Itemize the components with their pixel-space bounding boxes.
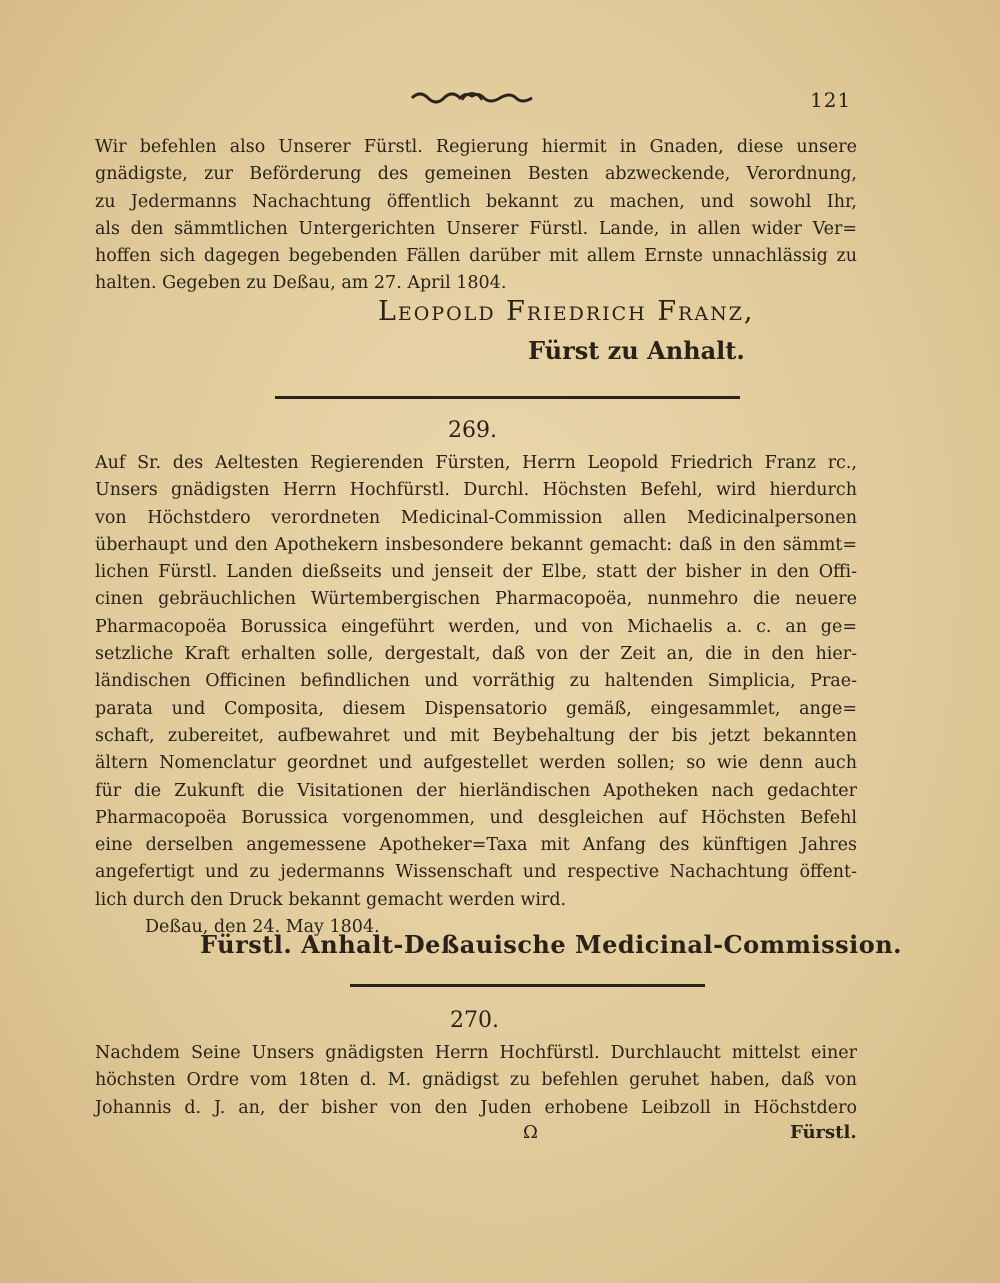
- text-line: setzliche Kraft erhalten solle, dergestalt, daß von der Zeit an, die in den hier-: [95, 644, 857, 665]
- signature-name: Leopold Friedrich Franz,: [378, 296, 755, 327]
- text-line: lichen Fürstl. Landen dießseits und jenseit der Elbe, statt der bisher in den Offi-: [95, 562, 857, 583]
- text-line: Nachdem Seine Unsers gnädigsten Herrn Hochfürstl. Durchlaucht mittelst einer: [95, 1043, 857, 1063]
- signature-mark: Ω: [523, 1122, 538, 1143]
- text-line: halten. Gegeben zu Deßau, am 27. April 1804.: [95, 273, 507, 294]
- text-line: ältern Nomenclatur geordnet und aufgestellet werden sollen; so wie denn auch: [95, 753, 857, 774]
- catchword: Fürstl.: [790, 1122, 857, 1143]
- text-line: hoffen sich dagegen begebenden Fällen darüber mit allem Ernste unnachlässig zu: [95, 246, 857, 267]
- section-divider: [275, 396, 740, 399]
- decree-end-paragraph: [95, 134, 857, 298]
- text-line: gnädigste, zur Beförderung des gemeinen Besten abzweckende, Verordnung,: [95, 164, 857, 185]
- text-line: Pharmacopoëa Borussica eingeführt werden, und von Michaelis a. c. an ge=: [95, 616, 857, 637]
- text-line: angefertigt und zu jedermanns Wissenschaft und respective Nachachtung öffent-: [95, 862, 857, 883]
- text-line: Auf Sr. des Aeltesten Regierenden Fürsten, Herrn Leopold Friedrich Franz rc.,: [95, 453, 857, 473]
- text-line: parata und Composita, diesem Dispensatorio gemäß, eingesammlet, ange=: [95, 698, 857, 719]
- section-divider: [350, 984, 705, 987]
- commission-signature: Fürstl. Anhalt-Deßauische Medicinal-Commission.: [200, 930, 903, 959]
- section-number-269: 269.: [448, 418, 497, 443]
- text-line: Wir befehlen also Unserer Fürstl. Regierung hiermit in Gnaden, diese unsere: [95, 137, 857, 157]
- page-number: 121: [810, 88, 852, 112]
- section-number-270: 270.: [450, 1008, 499, 1033]
- text-line: höchsten Ordre vom 18ten d. M. gnädigst zu befehlen geruhet haben, daß von: [95, 1070, 857, 1091]
- text-line: überhaupt und den Apothekern insbesondere bekannt gemacht: daß in den sämmt=: [95, 534, 857, 555]
- header-ornament: [410, 88, 535, 104]
- text-line: für die Zukunft die Visitationen der hierländischen Apotheken nach gedachter: [95, 780, 857, 801]
- text-line: eine derselben angemessene Apotheker=Taxa mit Anfang des künftigen Jahres: [95, 835, 857, 856]
- text-line: als den sämmtlichen Untergerichten Unserer Fürstl. Lande, in allen wider Ver=: [95, 218, 857, 239]
- text-line: Unsers gnädigsten Herrn Hochfürstl. Durchl. Höchsten Befehl, wird hierdurch: [95, 480, 857, 501]
- text-line: ländischen Officinen befindlichen und vorräthig zu haltenden Simplicia, Prae-: [95, 671, 857, 692]
- text-line: zu Jedermanns Nachachtung öffentlich bekannt zu machen, und sowohl Ihr,: [95, 191, 857, 212]
- text-line: cinen gebräuchlichen Würtembergischen Pharmacopoëa, nunmehro die neuere: [95, 589, 857, 610]
- date-line: Deßau, den 24. May 1804.: [145, 917, 380, 938]
- text-line: Pharmacopoëa Borussica vorgenommen, und desgleichen auf Höchsten Befehl: [95, 807, 857, 828]
- text-line: schaft, zubereitet, aufbewahret und mit Beybehaltung der bis jetzt bekannten: [95, 725, 857, 746]
- text-line: lich durch den Druck bekannt gemacht werden wird.: [95, 889, 567, 910]
- text-line: von Höchstdero verordneten Medicinal-Commission allen Medicinalpersonen: [95, 507, 857, 528]
- text-line: Johannis d. J. an, der bisher von den Juden erhobene Leibzoll in Höchstdero: [95, 1097, 857, 1118]
- signature-title: Fürst zu Anhalt.: [528, 336, 745, 365]
- section-269-paragraph: [95, 450, 857, 941]
- section-270-paragraph: [95, 1040, 857, 1122]
